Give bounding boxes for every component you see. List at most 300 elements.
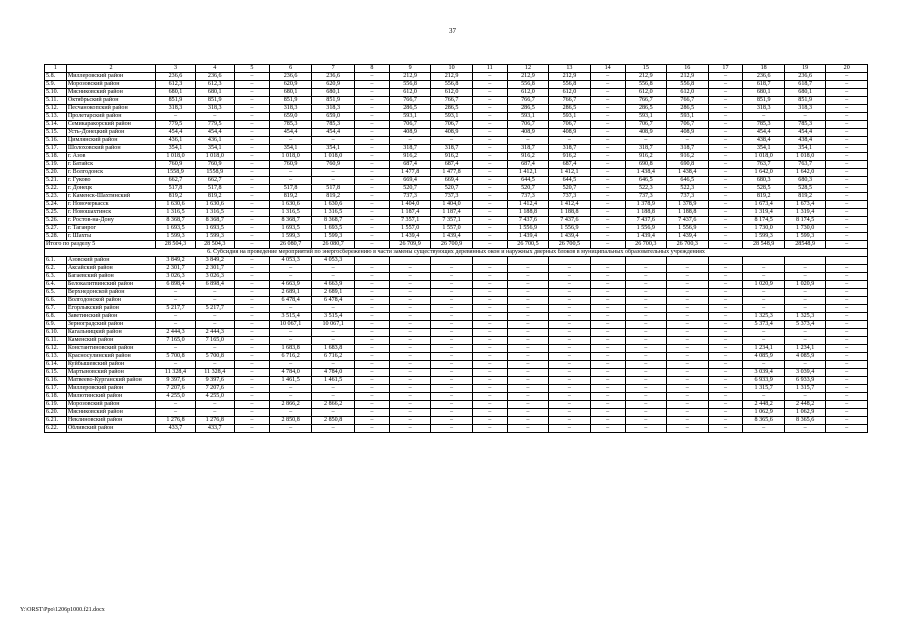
row-number-cell: 5.8.	[45, 73, 67, 81]
value-cell: –	[234, 153, 269, 161]
value-cell: 766,7	[431, 97, 472, 105]
value-cell: –	[431, 297, 472, 305]
value-cell: 1 378,9	[625, 201, 666, 209]
value-cell: –	[472, 377, 507, 385]
row-number-cell: 5.14.	[45, 121, 67, 129]
value-cell: –	[389, 409, 430, 417]
value-cell: –	[590, 201, 625, 209]
value-cell: –	[708, 241, 743, 249]
value-cell: 286,5	[549, 105, 590, 113]
row-number-cell: 6.6.	[45, 297, 67, 305]
table-row	[45, 177, 868, 185]
value-cell: –	[743, 425, 784, 433]
value-cell: –	[826, 225, 868, 233]
value-cell: 1 439,4	[549, 233, 590, 241]
value-cell: 680,1	[195, 89, 234, 97]
row-name-cell: Заветинский район	[66, 313, 156, 321]
value-cell: 7 357,1	[431, 217, 472, 225]
value-cell: 1 439,4	[389, 233, 430, 241]
value-cell: –	[389, 273, 430, 281]
value-cell: 436,1	[156, 137, 195, 145]
value-cell: 26 080,7	[269, 241, 312, 249]
value-cell: 236,6	[784, 73, 825, 81]
value-cell: 766,7	[667, 97, 708, 105]
value-cell: –	[708, 105, 743, 113]
row-name-cell: Красносулинский район	[66, 353, 156, 361]
value-cell: –	[784, 289, 825, 297]
value-cell: 436,1	[195, 137, 234, 145]
value-cell: –	[431, 137, 472, 145]
value-cell: 1 187,4	[389, 209, 430, 217]
row-number-cell: 5.15.	[45, 129, 67, 137]
value-cell: 8 174,5	[743, 217, 784, 225]
value-cell: –	[507, 409, 548, 417]
value-cell: –	[234, 169, 269, 177]
value-cell: 1 188,8	[507, 209, 548, 217]
value-cell: –	[549, 345, 590, 353]
value-cell: 1 439,4	[667, 233, 708, 241]
value-cell: –	[234, 105, 269, 113]
row-name-cell: Октябрьский район	[66, 97, 156, 105]
value-cell: 2 448,2	[743, 401, 784, 409]
row-name-cell: Кагальницкий район	[66, 329, 156, 337]
value-cell: –	[826, 169, 868, 177]
value-cell: –	[354, 337, 389, 345]
value-cell: 236,6	[743, 73, 784, 81]
value-cell: –	[743, 273, 784, 281]
value-cell: 1 693,5	[156, 225, 195, 233]
row-number-cell: 6.12.	[45, 345, 67, 353]
value-cell: 1 276,8	[156, 417, 195, 425]
value-cell: –	[431, 409, 472, 417]
value-cell: 26 700,5	[507, 241, 548, 249]
page-number: 37	[449, 27, 456, 35]
value-cell: –	[708, 393, 743, 401]
value-cell: 612,0	[389, 89, 430, 97]
value-cell: –	[269, 177, 312, 185]
value-cell: –	[354, 113, 389, 121]
value-cell: –	[354, 329, 389, 337]
value-cell: –	[784, 265, 825, 273]
value-cell: 612,0	[667, 89, 708, 97]
value-cell: 2 850,8	[312, 417, 355, 425]
value-cell: –	[590, 385, 625, 393]
value-cell: 1 683,8	[269, 345, 312, 353]
row-number-cell: 5.11.	[45, 97, 67, 105]
value-cell: –	[590, 305, 625, 313]
table-row	[45, 73, 868, 81]
value-cell: –	[472, 353, 507, 361]
value-cell: –	[195, 289, 234, 297]
value-cell: –	[826, 345, 868, 353]
row-number-cell: 5.18.	[45, 153, 67, 161]
value-cell: –	[312, 265, 355, 273]
value-cell: –	[826, 265, 868, 273]
value-cell: 737,3	[389, 193, 430, 201]
value-cell: 318,7	[549, 145, 590, 153]
value-cell: –	[549, 409, 590, 417]
value-cell: 1 234,1	[743, 345, 784, 353]
value-cell: –	[708, 217, 743, 225]
value-cell: –	[590, 313, 625, 321]
value-cell: 408,9	[667, 129, 708, 137]
row-name-cell: г. Новошахтинск	[66, 209, 156, 217]
value-cell: 11 328,4	[195, 369, 234, 377]
value-cell: 766,7	[389, 97, 430, 105]
value-cell: –	[625, 137, 666, 145]
value-cell: –	[269, 305, 312, 313]
value-cell: 10 067,1	[312, 321, 355, 329]
row-name-cell: Неклиновский район	[66, 417, 156, 425]
value-cell: –	[234, 241, 269, 249]
value-cell: –	[590, 393, 625, 401]
value-cell: 318,3	[156, 105, 195, 113]
value-cell: –	[826, 161, 868, 169]
value-cell: 11 328,4	[156, 369, 195, 377]
row-name-cell: г. Гуково	[66, 177, 156, 185]
value-cell: –	[549, 305, 590, 313]
row-name-cell: Пролетарский район	[66, 113, 156, 121]
row-number-cell: 6.22.	[45, 425, 67, 433]
value-cell: 433,7	[156, 425, 195, 433]
value-cell: –	[195, 401, 234, 409]
value-cell: –	[389, 313, 430, 321]
value-cell: –	[590, 113, 625, 121]
value-cell: –	[826, 393, 868, 401]
value-cell: –	[234, 129, 269, 137]
value-cell	[549, 257, 590, 265]
value-cell: 1 693,5	[195, 225, 234, 233]
value-cell: –	[234, 177, 269, 185]
value-cell: –	[234, 425, 269, 433]
value-cell	[354, 257, 389, 265]
value-cell: 8 365,6	[784, 417, 825, 425]
value-cell: –	[590, 177, 625, 185]
value-cell	[784, 257, 825, 265]
value-cell: 1 187,4	[431, 209, 472, 217]
value-cell: –	[472, 217, 507, 225]
value-cell: –	[667, 369, 708, 377]
value-cell: 6 478,4	[269, 297, 312, 305]
value-cell: –	[472, 137, 507, 145]
value-cell: 556,8	[389, 81, 430, 89]
row-number-cell: 5.26.	[45, 217, 67, 225]
value-cell: 1 557,0	[389, 225, 430, 233]
value-cell: –	[472, 425, 507, 433]
value-cell: 6 933,9	[743, 377, 784, 385]
value-cell: –	[195, 409, 234, 417]
value-cell: –	[708, 425, 743, 433]
value-cell: 408,9	[549, 129, 590, 137]
value-cell: 687,4	[549, 161, 590, 169]
value-cell: 12	[507, 65, 548, 73]
value-cell: 1 630,6	[269, 201, 312, 209]
value-cell: –	[590, 121, 625, 129]
value-cell: 2 444,3	[195, 329, 234, 337]
value-cell: –	[826, 209, 868, 217]
value-cell: 28 504,3	[156, 241, 195, 249]
value-cell: 286,5	[625, 105, 666, 113]
value-cell: –	[708, 265, 743, 273]
value-cell: 13	[549, 65, 590, 73]
value-cell: 1 599,3	[269, 233, 312, 241]
value-cell: 612,0	[431, 89, 472, 97]
value-cell: –	[549, 321, 590, 329]
value-cell: –	[354, 377, 389, 385]
value-cell: –	[507, 401, 548, 409]
value-cell: 690,8	[667, 161, 708, 169]
value-cell: –	[549, 417, 590, 425]
value-cell: –	[625, 265, 666, 273]
value-cell: –	[234, 313, 269, 321]
value-cell: –	[234, 161, 269, 169]
value-cell: –	[312, 305, 355, 313]
value-cell: –	[234, 81, 269, 89]
value-cell: –	[708, 89, 743, 97]
row-name-cell: г. Шахты	[66, 233, 156, 241]
value-cell: –	[549, 313, 590, 321]
value-cell: –	[354, 81, 389, 89]
value-cell: –	[389, 393, 430, 401]
value-cell: –	[708, 305, 743, 313]
value-cell: –	[472, 345, 507, 353]
value-cell: –	[743, 393, 784, 401]
table-row	[45, 137, 868, 145]
value-cell: –	[590, 73, 625, 81]
value-cell: –	[667, 361, 708, 369]
row-number-cell: 6.15.	[45, 369, 67, 377]
section-heading-row	[45, 249, 868, 257]
value-cell: –	[590, 361, 625, 369]
value-cell: –	[549, 369, 590, 377]
value-cell: –	[354, 217, 389, 225]
value-cell: 819,2	[269, 193, 312, 201]
value-cell: –	[549, 385, 590, 393]
value-cell: –	[156, 313, 195, 321]
value-cell: 7 207,6	[156, 385, 195, 393]
value-cell	[431, 257, 472, 265]
row-number-cell: 6.10.	[45, 329, 67, 337]
value-cell: –	[590, 105, 625, 113]
value-cell: 763,7	[743, 161, 784, 169]
value-cell: 612,3	[156, 81, 195, 89]
value-cell: 20	[826, 65, 868, 73]
value-cell	[708, 257, 743, 265]
value-cell: –	[625, 305, 666, 313]
value-cell: –	[826, 289, 868, 297]
value-cell: 1 730,0	[784, 225, 825, 233]
value-cell: 851,9	[269, 97, 312, 105]
row-number-cell: 5.24.	[45, 201, 67, 209]
value-cell: 1 556,9	[667, 225, 708, 233]
value-cell: –	[708, 345, 743, 353]
row-name-cell: Константиновский район	[66, 345, 156, 353]
row-number-cell: 6.9.	[45, 321, 67, 329]
table-row	[45, 129, 868, 137]
row-name-cell: Аксайский район	[66, 265, 156, 273]
value-cell: 646,5	[625, 177, 666, 185]
value-cell: –	[784, 329, 825, 337]
value-cell: 760,9	[269, 161, 312, 169]
value-cell: –	[549, 393, 590, 401]
value-cell: 1 642,0	[784, 169, 825, 177]
table-row	[45, 201, 868, 209]
value-cell: –	[389, 281, 430, 289]
value-cell: –	[389, 289, 430, 297]
value-cell: –	[784, 393, 825, 401]
value-cell: –	[708, 177, 743, 185]
value-cell: –	[708, 193, 743, 201]
value-cell: 3 026,3	[195, 273, 234, 281]
value-cell: –	[549, 401, 590, 409]
value-cell: –	[472, 409, 507, 417]
value-cell: 1 556,9	[625, 225, 666, 233]
row-name-cell: Азовский район	[66, 257, 156, 265]
table-row	[45, 185, 868, 193]
row-name-cell: Миллеровский район	[66, 73, 156, 81]
value-cell: –	[472, 289, 507, 297]
value-cell: –	[549, 425, 590, 433]
value-cell: –	[590, 401, 625, 409]
value-cell: 659,0	[312, 113, 355, 121]
value-cell: –	[549, 329, 590, 337]
value-cell: 1558,9	[156, 169, 195, 177]
value-cell: –	[590, 417, 625, 425]
value-cell: –	[590, 169, 625, 177]
value-cell: –	[590, 209, 625, 217]
value-cell: –	[507, 305, 548, 313]
value-cell: 706,7	[625, 121, 666, 129]
value-cell: –	[389, 385, 430, 393]
value-cell	[389, 257, 430, 265]
value-cell: –	[312, 393, 355, 401]
value-cell: –	[354, 281, 389, 289]
value-cell: 517,8	[156, 185, 195, 193]
row-name-cell: Морозовский район	[66, 81, 156, 89]
value-cell: –	[549, 377, 590, 385]
value-cell: 593,1	[667, 113, 708, 121]
value-cell: 1 477,8	[389, 169, 430, 177]
value-cell: –	[708, 329, 743, 337]
row-number-cell: 5.21.	[45, 177, 67, 185]
value-cell: –	[354, 153, 389, 161]
value-cell: –	[708, 297, 743, 305]
value-cell: 1 673,4	[784, 201, 825, 209]
value-cell: –	[549, 337, 590, 345]
value-cell: 9 397,6	[195, 377, 234, 385]
value-cell: –	[708, 225, 743, 233]
table-row	[45, 233, 868, 241]
value-cell: –	[472, 273, 507, 281]
value-cell: –	[472, 393, 507, 401]
value-cell: 7	[312, 65, 355, 73]
value-cell: –	[234, 385, 269, 393]
value-cell: –	[389, 265, 430, 273]
value-cell: 212,9	[389, 73, 430, 81]
table-row	[45, 145, 868, 153]
value-cell: –	[784, 337, 825, 345]
value-cell: –	[507, 425, 548, 433]
value-cell: –	[625, 345, 666, 353]
value-cell: 26 700,9	[431, 241, 472, 249]
value-cell: –	[312, 425, 355, 433]
value-cell: 454,4	[269, 129, 312, 137]
value-cell: –	[826, 113, 868, 121]
table-body	[45, 65, 868, 433]
value-cell: 1 316,5	[195, 209, 234, 217]
file-path-footer: Y:\ORST\Ppo\1206p1000.f21.docx	[20, 607, 105, 613]
value-cell: –	[667, 137, 708, 145]
table-row	[45, 417, 868, 425]
value-cell: –	[472, 105, 507, 113]
value-cell: 1 730,0	[743, 225, 784, 233]
value-cell: –	[431, 289, 472, 297]
value-cell: 1 693,5	[312, 225, 355, 233]
value-cell: –	[389, 305, 430, 313]
value-cell: –	[234, 409, 269, 417]
value-cell: 1 378,9	[667, 201, 708, 209]
value-cell: 2 301,7	[156, 265, 195, 273]
value-cell: –	[354, 201, 389, 209]
value-cell: –	[667, 345, 708, 353]
value-cell: –	[195, 313, 234, 321]
value-cell: –	[234, 217, 269, 225]
value-cell: 7 207,6	[195, 385, 234, 393]
value-cell: 851,9	[195, 97, 234, 105]
row-number-cell: 5.28.	[45, 233, 67, 241]
value-cell: 318,3	[269, 105, 312, 113]
value-cell: 28 504,3	[195, 241, 234, 249]
value-cell: –	[590, 329, 625, 337]
value-cell: –	[234, 97, 269, 105]
value-cell: –	[708, 401, 743, 409]
value-cell: 680,3	[743, 177, 784, 185]
row-number-cell: 5.13.	[45, 113, 67, 121]
value-cell: –	[743, 329, 784, 337]
value-cell: –	[826, 73, 868, 81]
value-cell: –	[708, 369, 743, 377]
value-cell: –	[549, 297, 590, 305]
value-cell: 528,5	[743, 185, 784, 193]
value-cell: –	[590, 225, 625, 233]
value-cell: –	[472, 305, 507, 313]
value-cell: –	[389, 321, 430, 329]
value-cell: –	[708, 121, 743, 129]
value-cell: –	[708, 185, 743, 193]
value-cell: –	[389, 137, 430, 145]
value-cell: –	[590, 425, 625, 433]
value-cell: –	[354, 225, 389, 233]
value-cell: –	[826, 385, 868, 393]
value-cell: –	[472, 209, 507, 217]
value-cell: –	[667, 377, 708, 385]
value-cell: –	[826, 177, 868, 185]
row-number-cell: 5.10.	[45, 89, 67, 97]
value-cell: –	[234, 89, 269, 97]
value-cell: 680,1	[743, 89, 784, 97]
value-cell: –	[234, 281, 269, 289]
value-cell: –	[156, 113, 195, 121]
value-cell: 1 325,3	[784, 313, 825, 321]
value-cell: –	[667, 401, 708, 409]
value-cell: –	[625, 321, 666, 329]
value-cell: –	[156, 345, 195, 353]
value-cell: –	[472, 321, 507, 329]
value-cell: –	[354, 417, 389, 425]
value-cell: –	[234, 185, 269, 193]
value-cell: –	[234, 257, 269, 265]
value-cell: –	[826, 137, 868, 145]
